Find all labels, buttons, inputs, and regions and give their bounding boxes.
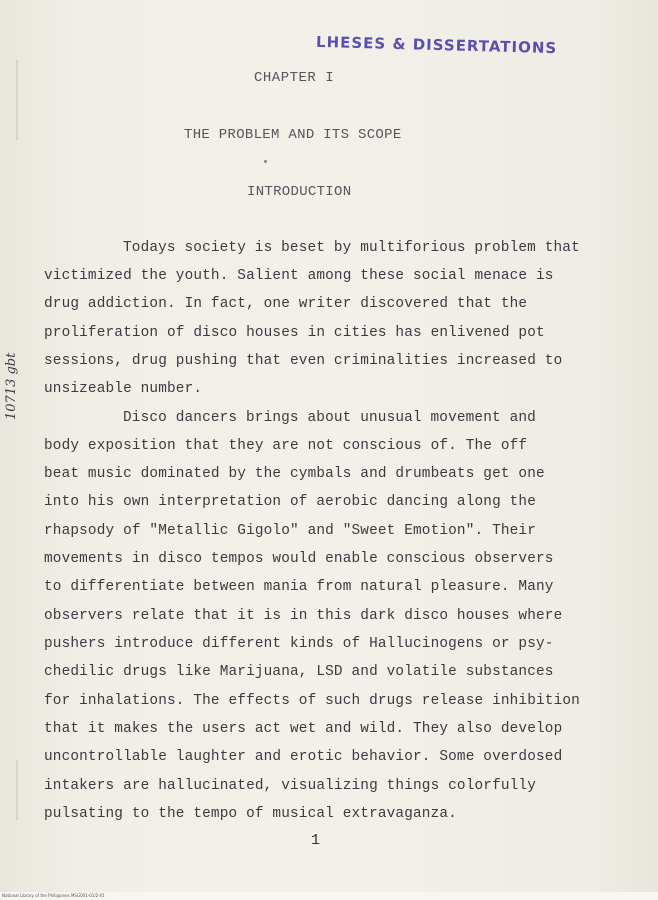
body-line: pulsating to the tempo of musical extravaganza. bbox=[44, 806, 457, 822]
body-line: proliferation of disco houses in cities has enlivened pot bbox=[44, 325, 545, 341]
handwritten-note: 10713 gbt bbox=[4, 352, 19, 420]
page-edge-mark bbox=[16, 760, 18, 820]
body-line: for inhalations. The effects of such drugs release inhibition bbox=[44, 693, 580, 709]
body-line: intakers are hallucinated, visualizing things colorfully bbox=[44, 778, 537, 794]
body-line: into his own interpretation of aerobic dancing along the bbox=[44, 494, 537, 510]
body-line: sessions, drug pushing that even criminalities increased to bbox=[44, 353, 563, 369]
body-line: observers relate that it is in this dark disco houses where bbox=[44, 608, 563, 624]
section-title: THE PROBLEM AND ITS SCOPE bbox=[184, 127, 402, 143]
body-line: movements in disco tempos would enable conscious observers bbox=[44, 551, 554, 567]
page-number: 1 bbox=[311, 832, 321, 849]
body-line: that it makes the users act wet and wild. They also develop bbox=[44, 721, 563, 737]
subsection-title: INTRODUCTION bbox=[247, 184, 352, 200]
body-line: Todays society is beset by multiforious problem that bbox=[123, 240, 580, 256]
body-line: uncontrollable laughter and erotic behavior. Some overdosed bbox=[44, 749, 563, 765]
body-line: pushers introduce different kinds of Hallucinogens or psy- bbox=[44, 636, 554, 652]
archive-stamp: LHESES & DISSERTATIONS bbox=[315, 32, 558, 58]
ink-speck bbox=[264, 160, 267, 163]
scan-footer: National Library of the Philippines MSG001-01/2-01 bbox=[0, 892, 658, 900]
body-line: body exposition that they are not conscious of. The off bbox=[44, 438, 528, 454]
body-line: victimized the youth. Salient among these social menace is bbox=[44, 268, 554, 284]
body-line: unsizeable number. bbox=[44, 381, 203, 397]
body-line: chedilic drugs like Marijuana, LSD and volatile substances bbox=[44, 664, 554, 680]
chapter-heading: CHAPTER I bbox=[254, 70, 335, 86]
body-line: beat music dominated by the cymbals and drumbeats get one bbox=[44, 466, 545, 482]
body-line: Disco dancers brings about unusual movement and bbox=[123, 410, 536, 426]
page-edge-mark bbox=[16, 60, 18, 140]
body-line: rhapsody of "Metallic Gigolo" and "Sweet Emotion". Their bbox=[44, 523, 537, 539]
body-line: drug addiction. In fact, one writer discovered that the bbox=[44, 296, 528, 312]
body-line: to differentiate between mania from natural pleasure. Many bbox=[44, 579, 554, 595]
